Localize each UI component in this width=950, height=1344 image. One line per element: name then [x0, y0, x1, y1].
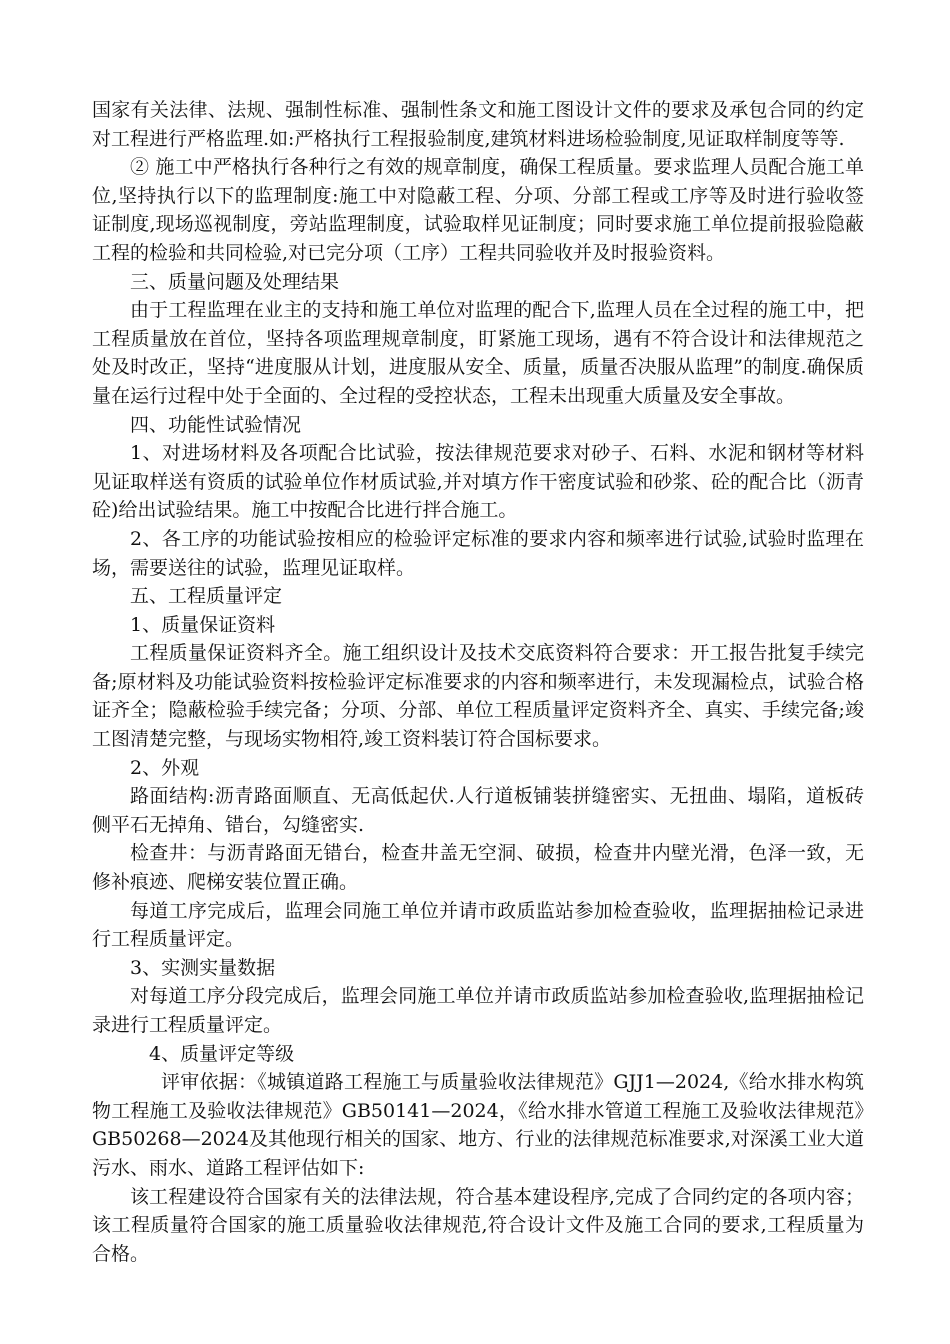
paragraph-quality-assurance: 工程质量保证资料齐全。施工组织设计及技术交底资料符合要求：开工报告批复手续完备;原材料及功能试验资料按检验评定标准要求的内容和频率进行，未发现漏检点，试验合格证齐全；隐蔽检验手续完备；分项、分部、单位工程质量评定资料齐全、真实、手续完备;竣工图清楚完整，与现场实物相符,竣工资料装订符合国标要求。: [92, 642, 864, 751]
subheading-measured-data: 3、实测实量数据: [130, 956, 276, 979]
section-heading-functional-tests: 四、功能性试验情况: [130, 413, 302, 436]
section-heading-quality-evaluation: 五、工程质量评定: [130, 585, 283, 608]
paragraph-supervision-system: ② 施工中严格执行各种行之有效的规章制度，确保工程质量。要求监理人员配合施工单位,坚持执行以下的监理制度:施工中对隐蔽工程、分项、分部工程或工序等及时进行验收签证制度,现场巡视制度，旁站监理制度，试验取样见证制度；同时要求施工单位提前报验隐蔽工程的检验和共同检验,对已完分项（工序）工程共同验收并及时报验资料。: [92, 156, 864, 264]
paragraph-conclusion: 该工程建设符合国家有关的法律法规，符合基本建设程序,完成了合同约定的各项内容；该工程质量符合国家的施工质量验收法律规范,符合设计文件及施工合同的要求,工程质量为合格。: [92, 1185, 864, 1265]
paragraph-regulations-continued: 国家有关法律、法规、强制性标准、强制性条文和施工图设计文件的要求及承包合同的约定对工程进行严格监理.如:严格执行工程报验制度,建筑材料进场检验制度,见证取样制度等等.: [92, 99, 864, 150]
paragraph-material-tests: 1、对进场材料及各项配合比试验，按法律规范要求对砂子、石料、水泥和钢材等材料见证取样送有资质的试验单位作材质试验,并对填方作干密度试验和砂浆、砼的配合比（沥青砼)给出试验结果。施工中按配合比进行拌合施工。: [92, 442, 864, 522]
document-body: [92, 96, 864, 1268]
section-heading-quality-issues: 三、质量问题及处理结果: [130, 270, 340, 293]
paragraph-quality-issues: 由于工程监理在业主的支持和施工单位对监理的配合下,监理人员在全过程的施工中，把工程质量放在首位，坚持各项监理规章制度，盯紧施工现场，遇有不符合设计和法律规范之处及时改正，坚持“进度服从计划，进度服从安全、质量，质量否决服从监理”的制度.确保质量在运行过程中处于全面的、全过程的受控状态，工程未出现重大质量及安全事故。: [92, 299, 864, 407]
paragraph-process-inspection: 每道工序完成后，监理会同施工单位并请市政质监站参加检查验收，监理据抽检记录进行工程质量评定。: [92, 899, 864, 951]
subheading-appearance: 2、外观: [130, 756, 200, 779]
subheading-quality-grade: 4、质量评定等级: [149, 1042, 295, 1065]
paragraph-measured-data: 对每道工序分段完成后，监理会同施工单位并请市政质监站参加检查验收,监理据抽检记录进行工程质量评定。: [92, 985, 864, 1036]
paragraph-process-tests: 2、各工序的功能试验按相应的检验评定标准的要求内容和频率进行试验,试验时监理在场，需要送往的试验，监理见证取样。: [92, 527, 864, 579]
paragraph-road-structure: 路面结构:沥青路面顺直、无高低起伏.人行道板铺装拼缝密实、无扭曲、塌陷，道板砖侧平石无掉角、错台，勾缝密实.: [92, 785, 864, 836]
paragraph-inspection-well: 检查井：与沥青路面无错台，检查井盖无空洞、破损，检查井内壁光滑，色泽一致，无修补痕迹、爬梯安装位置正确。: [92, 842, 864, 894]
subheading-quality-assurance: 1、质量保证资料: [130, 613, 276, 636]
paragraph-evaluation-basis: 评审依据：《城镇道路工程施工与质量验收法律规范》GJJ1—2024,《给水排水构筑物工程施工及验收法律规范》GB50141—2024，《给水排水管道工程施工及验收法律规范》GB50268—2024及其他现行相关的国家、地方、行业的法律规范标准要求,对深溪工业大道污水、雨水、道路工程评估如下:: [92, 1071, 864, 1179]
